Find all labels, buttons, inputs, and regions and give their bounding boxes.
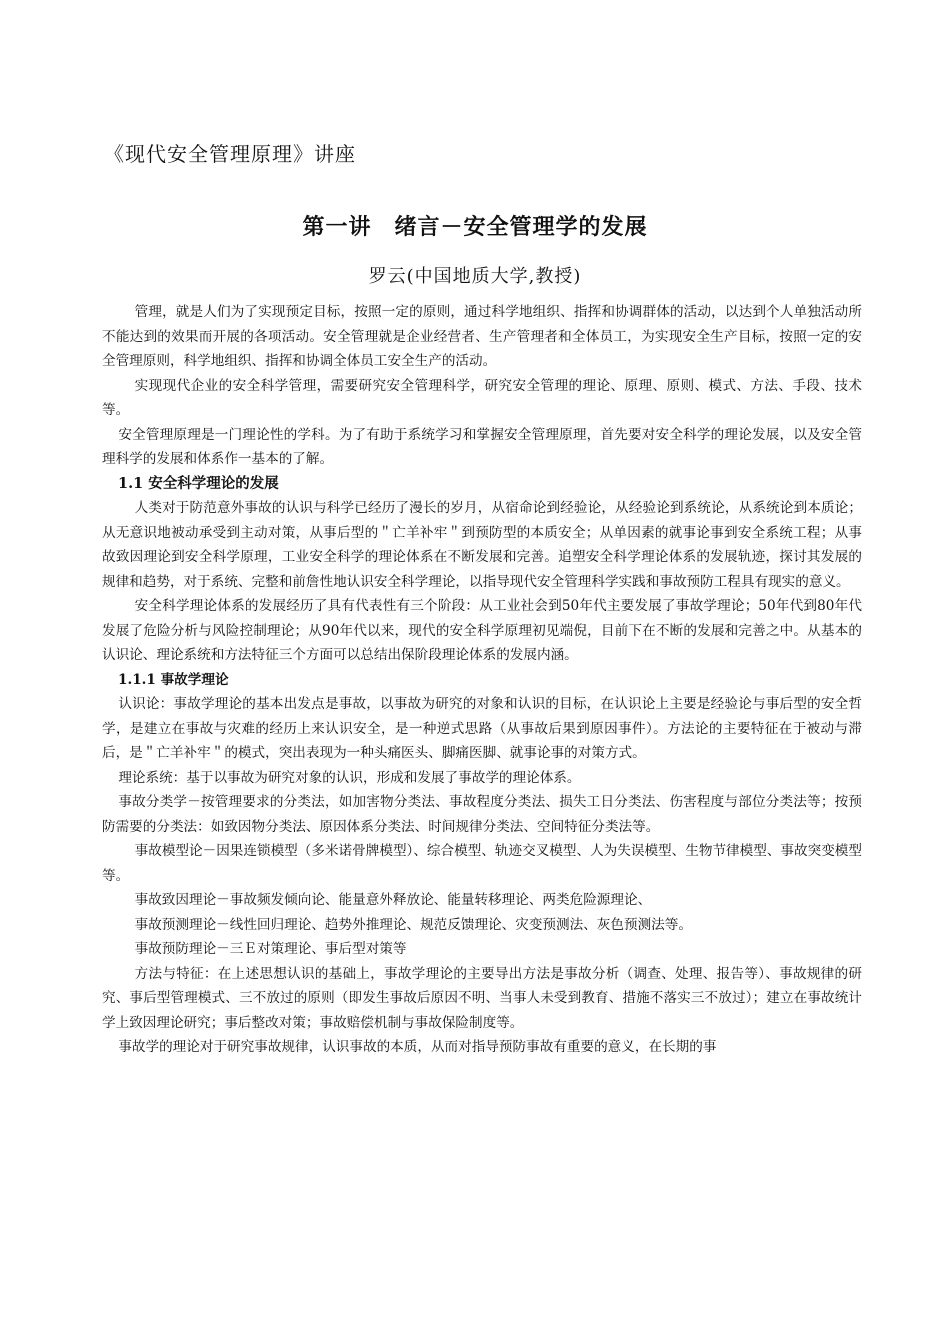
series-title: 《现代安全管理原理》讲座	[104, 142, 356, 166]
document-body	[102, 300, 862, 1060]
paragraph: 管理，就是人们为了实现预定目标，按照一定的原则，通过科学地组织、指挥和协调群体的活动，以达到个人单独活动所不能达到的效果而开展的各项活动。安全管理就是企业经营者、生产管理者和全体员工，为实现安全生产目标，按照一定的安全管理原则，科学地组织、指挥和协调全体员工安全生产的活动。	[102, 304, 862, 369]
paragraph: 事故模型论－因果连锁模型（多米诺骨牌模型）、综合模型、轨迹交叉模型、人为失误模型、生物节律模型、事故突变模型等。	[102, 843, 862, 884]
paragraph: 事故分类学－按管理要求的分类法，如加害物分类法、事故程度分类法、损失工日分类法、伤害程度与部位分类法等；按预防需要的分类法：如致因物分类法、原因体系分类法、时间规律分类法、空间特征分类法等。	[102, 794, 862, 835]
paragraph: 事故预防理论－三Ｅ对策理论、事后型对策等	[134, 941, 407, 957]
lecture-title: 第一讲 绪言－安全管理学的发展	[302, 215, 648, 240]
paragraph: 实现现代企业的安全科学管理，需要研究安全管理科学，研究安全管理的理论、原理、原则、模式、方法、手段、技术等。	[102, 377, 862, 418]
paragraph: 事故预测理论－线性回归理论、趋势外推理论、规范反馈理论、灾变预测法、灰色预测法等。	[134, 916, 692, 933]
paragraph: 事故学的理论对于研究事故规律，认识事故的本质，从而对指导预防事故有重要的意义，在长期的事	[118, 1039, 717, 1055]
subsection-heading: 1.1.1 事故学理论	[118, 671, 229, 688]
paragraph: 理论系统：基于以事故为研究对象的认识，形成和发展了事故学的理论体系。	[118, 769, 581, 786]
paragraph: 认识论：事故学理论的基本出发点是事故，以事故为研究的对象和认识的目标，在认识论上主要是经验论与事后型的安全哲学，是建立在事故与灾难的经历上来认识安全，是一种逆式思路（从事故后果到原因事件）。方法论的主要特征在于被动与滞后，是＂亡羊补牢＂的模式，突出表现为一种头痛医头、脚痛医脚、就事论事的对策方式。	[102, 696, 862, 761]
paragraph: 事故致因理论－事故频发倾向论、能量意外释放论、能量转移理论、两类危险源理论、	[134, 892, 652, 908]
paragraph: 方法与特征：在上述思想认识的基础上，事故学理论的主要导出方法是事故分析（调查、处理、报告等）、事故规律的研究、事后型管理模式、三不放过的原则（即发生事故后原因不明、当事人未受到教育、措施不落实三不放过）；建立在事故统计学上致因理论研究；事后整改对策；事故赔偿机制与事故保险制度等。	[102, 965, 862, 1031]
paragraph: 人类对于防范意外事故的认识与科学已经历了漫长的岁月，从宿命论到经验论，从经验论到系统论，从系统论到本质论；从无意识地被动承受到主动对策，从事后型的＂亡羊补牢＂到预防型的本质安全；从单因素的就事论事到安全系统工程；从事故致因理论到安全科学原理，工业安全科学的理论体系在不断发展和完善。追塑安全科学理论体系的发展轨迹，探讨其发展的规律和趋势，对于系统、完整和前詹性地认识安全科学理论，以指导现代安全管理科学实践和事故预防工程具有现实的意义。	[102, 500, 862, 590]
author-line: 罗云(中国地质大学,教授)	[368, 266, 582, 287]
paragraph: 安全科学理论体系的发展经历了具有代表性有三个阶段：从工业社会到50年代主要发展了事故学理论；50年代到80年代发展了危险分析与风险控制理论；从90年代以来，现代的安全科学原理初见端倪，目前下在不断的发展和完善之中。从基本的认识论、理论系统和方法特征三个方面可以总结出保阶段理论体系的发展内涵。	[102, 598, 862, 663]
paragraph: 安全管理原理是一门理论性的学科。为了有助于系统学习和掌握安全管理原理，首先要对安全科学的理论发展，以及安全管理科学的发展和体系作一基本的了解。	[102, 426, 862, 467]
section-heading: 1.1 安全科学理论的发展	[118, 474, 279, 492]
